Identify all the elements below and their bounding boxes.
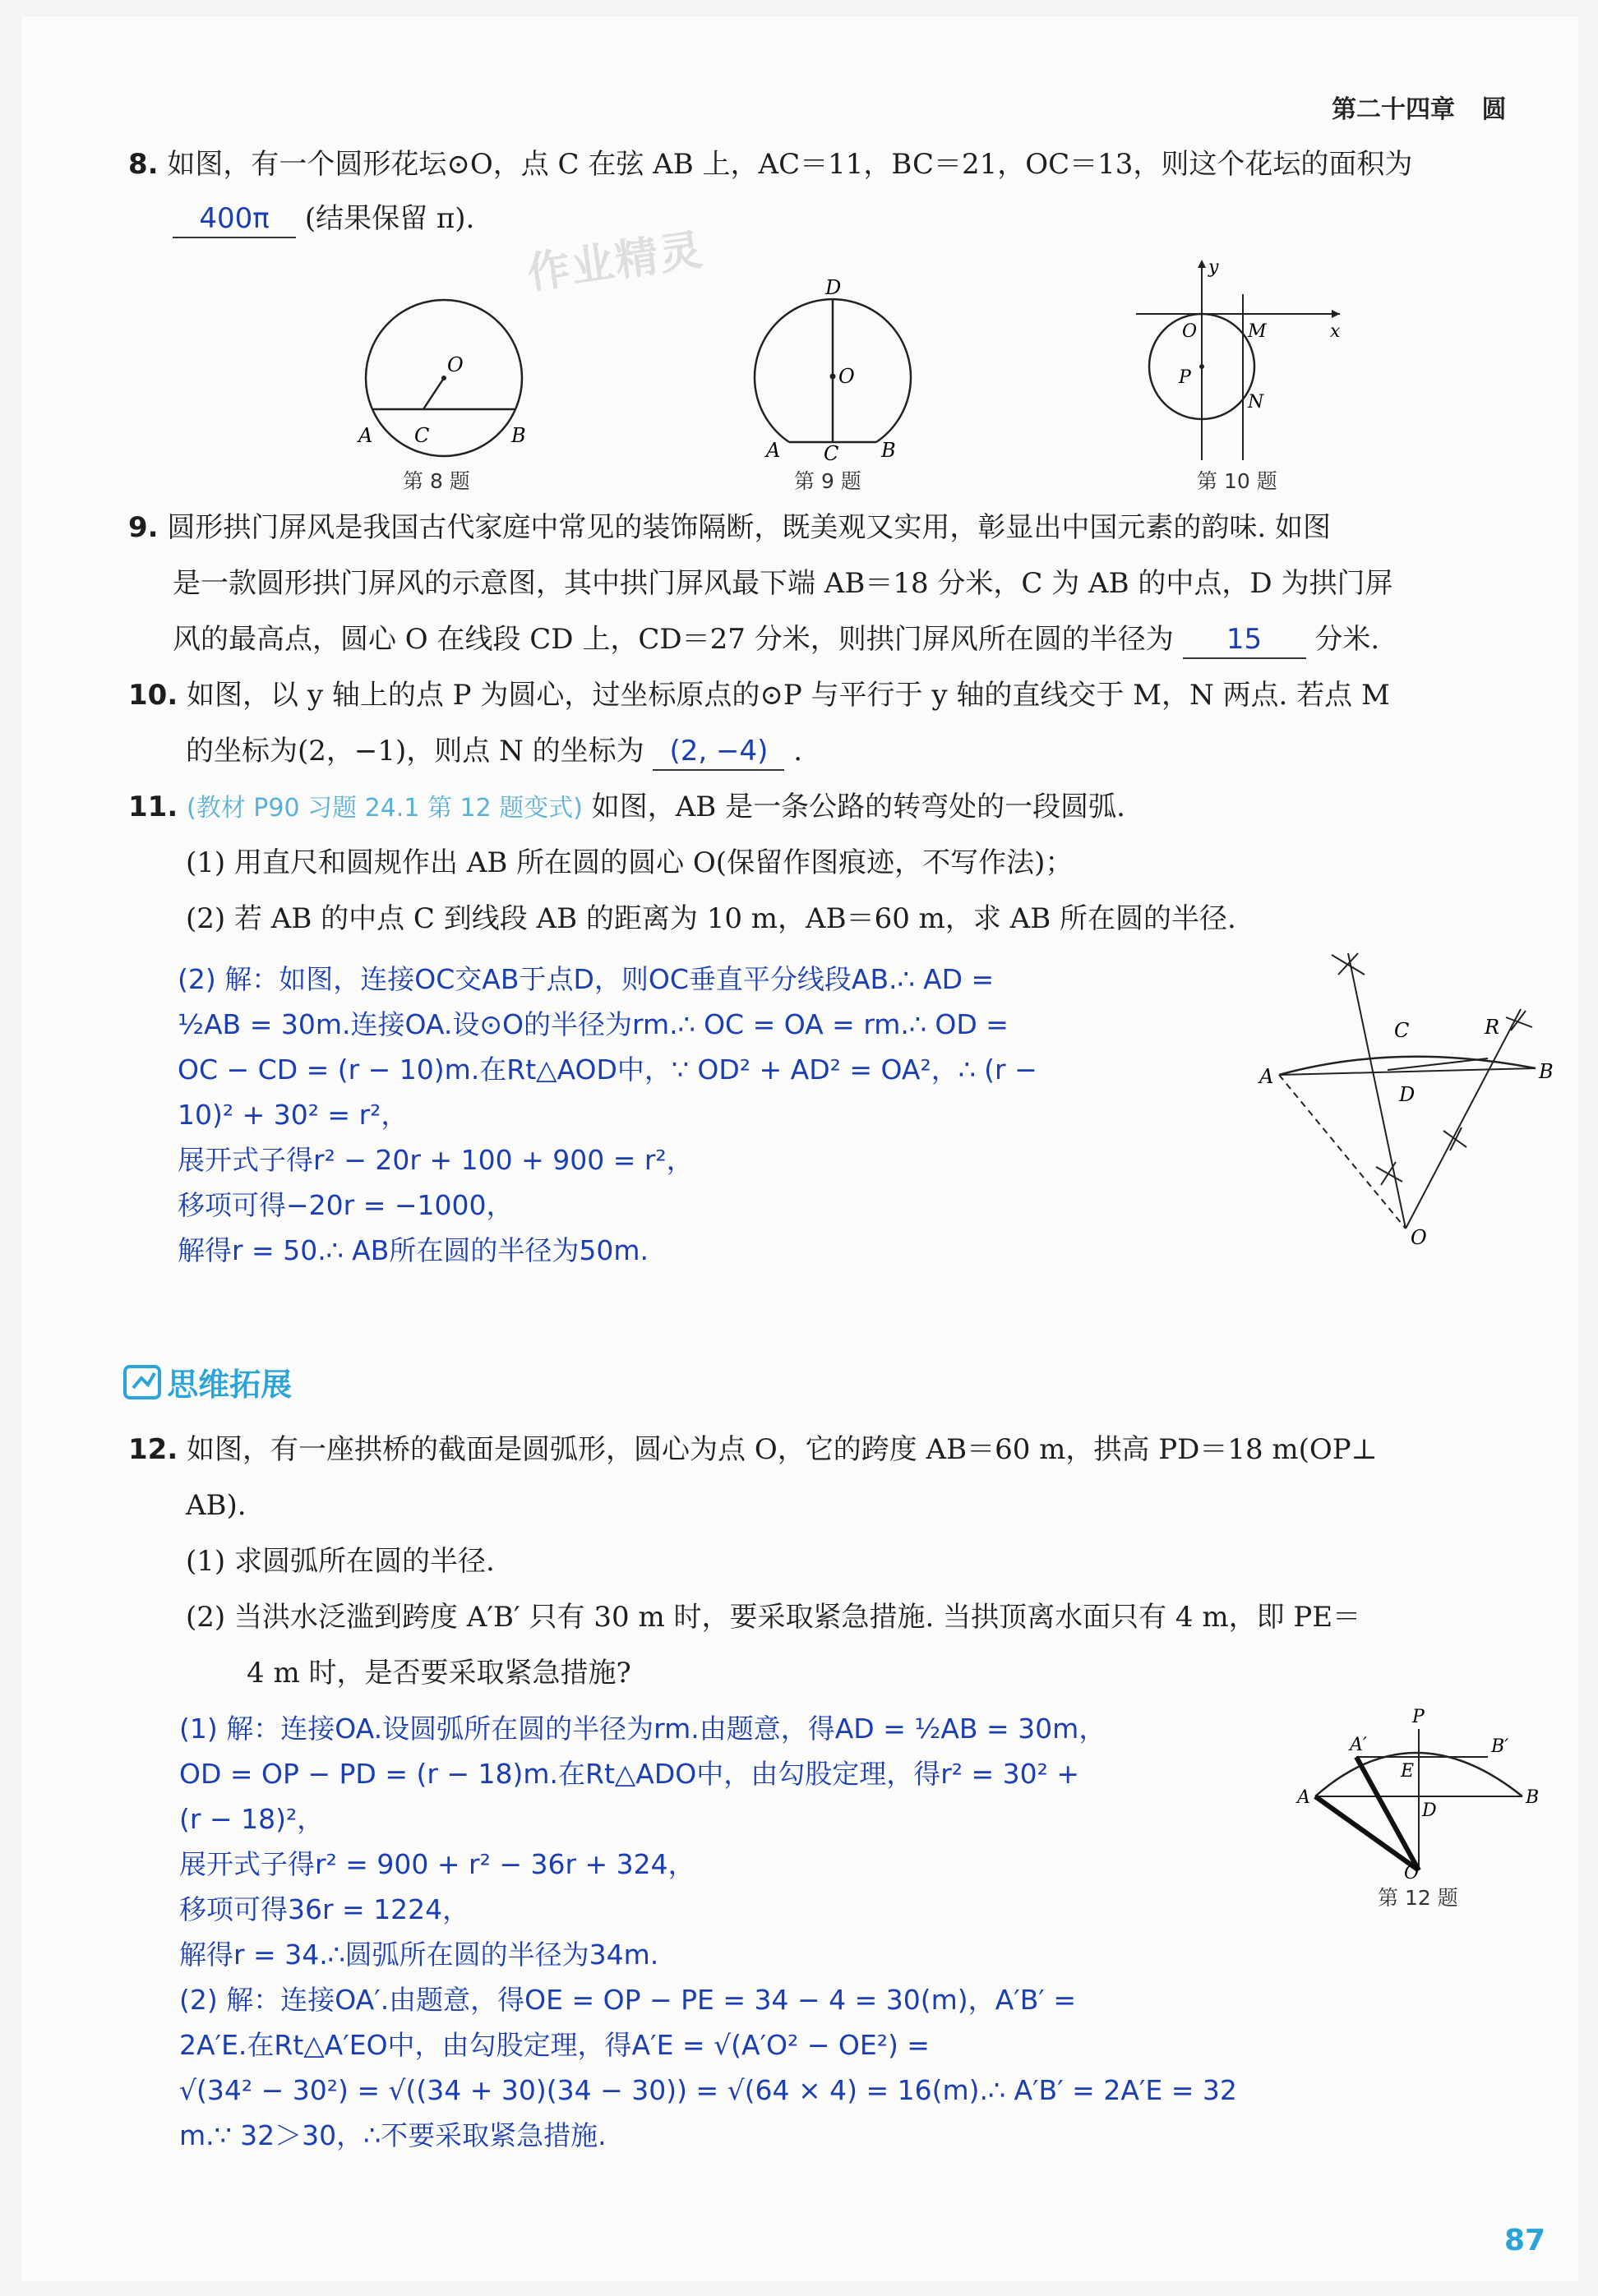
question-11-part1: (1) 用直尺和圆规作出 AB 所在圆的圆心 O(保留作图痕迹，不写作法)；	[186, 846, 1074, 879]
segment-oc	[423, 378, 444, 409]
label-p: P	[1412, 1707, 1425, 1727]
question-11-solution	[178, 957, 1037, 1273]
label-d: D	[825, 276, 842, 299]
label-o: O	[447, 353, 464, 376]
chapter-topic: 圆	[1481, 95, 1507, 124]
question-8-line2	[173, 201, 474, 238]
label-o: O	[838, 365, 855, 388]
solution-line: 解得r = 50.∴ AB所在圆的半径为50m.	[178, 1234, 649, 1266]
center-point	[1199, 364, 1204, 369]
label-b: B	[881, 439, 896, 462]
question-12-line1	[128, 1432, 1378, 1468]
label-x: x	[1330, 321, 1341, 342]
label-a: A	[358, 424, 373, 447]
label-d: D	[1399, 1083, 1416, 1106]
label-a: A	[1297, 1787, 1310, 1808]
figure-10	[1126, 255, 1348, 468]
solution-line: (2) 解：连接OA′.由题意，得OE = OP − PE = 34 − 4 = 30(m)，A′B′ =	[179, 1984, 1076, 2016]
question-text: 如图，以 y 轴上的点 P 为圆心，过坐标原点的⊙P 与平行于 y 轴的直线交于 M，N 两点. 若点 M	[187, 679, 1390, 712]
question-number: 11.	[128, 791, 178, 823]
bisector-2	[1406, 1009, 1521, 1229]
question-9-line1	[128, 509, 1331, 546]
solution-line: (2) 解：如图，连接OC交AB于点D，则OC垂直平分线段AB.∴ AD =	[178, 963, 995, 995]
label-r: R	[1485, 1016, 1500, 1039]
solution-line: 解得r = 34.∴圆弧所在圆的半径为34m.	[179, 1939, 659, 1971]
figure-12-caption: 第 12 题	[1378, 1886, 1458, 1910]
question-number: 9.	[128, 511, 159, 544]
label-d: D	[1422, 1800, 1437, 1821]
label-a-prime: A′	[1350, 1735, 1367, 1755]
label-e: E	[1401, 1761, 1415, 1782]
question-9-line2: 是一款圆形拱门屏风的示意图，其中拱门屏风最下端 AB＝18 分米，C 为 AB 的中点，D 为拱门屏	[173, 567, 1393, 600]
label-c: C	[414, 424, 430, 447]
label-o: O	[1411, 1226, 1427, 1249]
solution-line: √(34² − 30²) = √((34 + 30)(34 − 30)) = √(64 × 4) = 16(m).∴ A′B′ = 2A′E = 32	[179, 2074, 1237, 2106]
textbook-source: (教材 P90 习题 24.1 第 12 题变式)	[187, 794, 583, 823]
section-header	[123, 1359, 292, 1404]
question-number: 12.	[128, 1433, 178, 1466]
solution-line: 2A′E.在Rt△A′EO中，由勾股定理，得A′E = √(A′O² − OE²) =	[179, 2029, 930, 2061]
label-c: C	[824, 442, 839, 465]
question-text: 如图，AB 是一条公路的转弯处的一段圆弧.	[591, 791, 1125, 823]
label-p: P	[1179, 367, 1191, 388]
question-text: 圆形拱门屏风是我国古代家庭中常见的装饰隔断，既美观又实用，彰显出中国元素的韵味. 如图	[167, 511, 1332, 544]
label-b: B	[511, 424, 526, 447]
question-10-line1	[128, 677, 1390, 713]
question-11-line1	[128, 789, 1125, 827]
solution-line: (r − 18)²，	[179, 1803, 325, 1835]
question-11-part2: (2) 若 AB 的中点 C 到线段 AB 的距离为 10 m，AB＝60 m，求 AB 所在圆的半径.	[186, 902, 1236, 935]
solution-line: 展开式子得r² = 900 + r² − 36r + 324，	[179, 1848, 695, 1880]
answer-blank: (2, −4)	[653, 733, 784, 771]
solution-line: ½AB = 30m.连接OA.设⊙O的半径为rm.∴ OC = OA = rm.∴ OD =	[178, 1008, 1009, 1040]
compass-mark-icon	[1376, 1162, 1402, 1185]
label-n: N	[1248, 392, 1264, 413]
section-icon	[123, 1363, 163, 1401]
solution-line: m.∵ 32＞30，∴不要采取紧急措施.	[179, 2119, 607, 2151]
figure-9-caption: 第 9 题	[794, 469, 861, 493]
segment-ao	[1279, 1075, 1406, 1229]
perpendicular-bisector	[1348, 953, 1406, 1229]
label-a: A	[1259, 1065, 1274, 1088]
solution-line: 移项可得36r = 1224，	[179, 1893, 470, 1925]
label-o: O	[1404, 1863, 1420, 1883]
question-text: 分米.	[1314, 623, 1380, 656]
x-arrow-icon	[1332, 310, 1340, 318]
solution-line: 10)² + 30² = r²，	[178, 1099, 409, 1131]
question-text: 的坐标为(2，−1)，则点 N 的坐标为	[186, 735, 644, 768]
label-b-prime: B′	[1491, 1736, 1509, 1757]
compass-mark-icon	[1443, 1127, 1466, 1150]
question-12-part2-line2: 4 m 时，是否要采取紧急措施?	[247, 1657, 631, 1690]
solution-line: 移项可得−20r = −1000，	[178, 1189, 514, 1221]
solution-line: OC − CD = (r − 10)m.在Rt△AOD中，∵ OD² + AD² = OA²，∴ (r −	[178, 1053, 1037, 1086]
segment-ao	[1315, 1796, 1419, 1870]
center-point	[441, 376, 446, 380]
question-8-line1	[128, 146, 1412, 182]
question-number: 10.	[128, 679, 178, 712]
question-text: 风的最高点，圆心 O 在线段 CD 上，CD＝27 分米，则拱门屏风所在圆的半径为	[173, 623, 1174, 656]
chapter-title: 第二十四章	[1332, 95, 1455, 124]
question-9-line3	[173, 621, 1379, 659]
question-text: 如图，有一座拱桥的截面是圆弧形，圆心为点 O，它的跨度 AB＝60 m，拱高 PD＝18 m(OP⊥	[187, 1433, 1378, 1466]
segment-cr	[1388, 1058, 1488, 1070]
question-number: 8.	[128, 148, 159, 181]
figure-11	[1249, 945, 1562, 1249]
answer-blank: 400π	[173, 201, 296, 238]
figure-8	[353, 296, 534, 485]
figure-10-caption: 第 10 题	[1197, 469, 1277, 493]
question-12-line2: AB).	[186, 1489, 247, 1522]
answer-blank: 15	[1183, 621, 1306, 659]
solution-line: (1) 解：连接OA.设圆弧所在圆的半径为rm.由题意，得AD = ½AB = 30m，	[179, 1713, 1106, 1745]
question-text: .	[793, 735, 803, 768]
label-b: B	[1526, 1787, 1540, 1808]
label-b: B	[1539, 1060, 1554, 1083]
question-text: (结果保留 π).	[304, 202, 475, 235]
question-text: 如图，有一个圆形花坛⊙O，点 C 在弦 AB 上，AC＝11，BC＝21，OC＝13，则这个花坛的面积为	[167, 148, 1413, 181]
question-10-line2	[186, 733, 802, 771]
figure-9	[740, 271, 929, 468]
chapter-header	[1332, 89, 1506, 125]
watermark: 作业精灵	[524, 225, 707, 299]
page-number: 87	[1504, 2224, 1546, 2257]
center-point	[830, 374, 836, 380]
label-c: C	[1394, 1019, 1410, 1042]
figure-12	[1291, 1693, 1540, 1883]
question-12-part2-line1: (2) 当洪水泛滥到跨度 A′B′ 只有 30 m 时，要采取紧急措施. 当拱顶离水面只有 4 m，即 PE＝	[186, 1601, 1361, 1634]
figure-8-caption: 第 8 题	[403, 469, 470, 493]
section-title: 思维拓展	[167, 1367, 293, 1403]
label-o: O	[1182, 321, 1198, 342]
y-arrow-icon	[1198, 260, 1206, 268]
question-12-part1: (1) 求圆弧所在圆的半径.	[186, 1545, 495, 1578]
label-y: y	[1208, 257, 1219, 278]
label-a: A	[766, 439, 781, 462]
solution-line: OD = OP − PD = (r − 18)m.在Rt△ADO中，由勾股定理，得r² = 30² +	[179, 1758, 1080, 1790]
label-m: M	[1248, 321, 1267, 342]
solution-line: 展开式子得r² − 20r + 100 + 900 = r²，	[178, 1144, 694, 1176]
segment-ab	[1279, 1068, 1536, 1075]
question-12-solution	[179, 1706, 1237, 2158]
